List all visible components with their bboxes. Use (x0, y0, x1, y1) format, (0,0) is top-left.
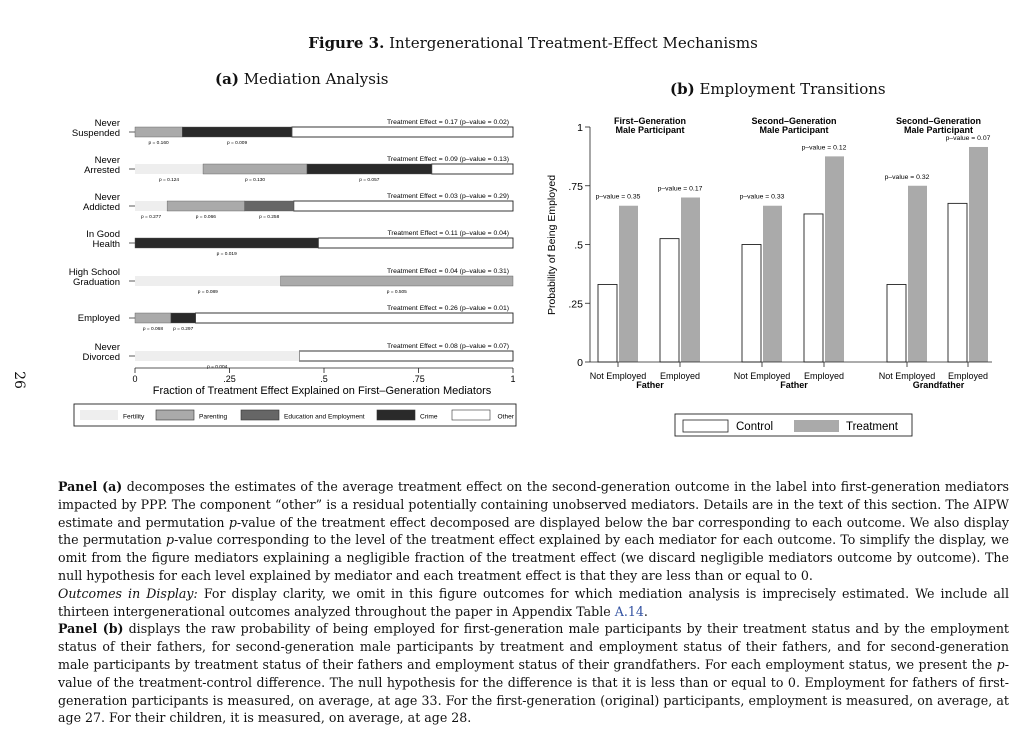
legend-swatch (377, 410, 415, 420)
row-label-line1: Never (94, 118, 120, 129)
panel-a-title-text: Mediation Analysis (243, 70, 389, 88)
bar-segment-parenting (167, 201, 244, 211)
employment-chart (540, 105, 1010, 440)
treatment-effect-label: Treatment Effect = 0.09 (p–value = 0.13) (386, 156, 509, 163)
caption-outcomes: Outcomes in Display: For display clarity, we omit in this figure outcomes for which mediation analysis is imprecisely estimated. We include all thirteen intergenerational outcomes analyzed throughout the paper in Appendix Table A.14. (58, 585, 1009, 619)
x-category-label: Employed (947, 371, 989, 381)
segment-p-value: p = 0.277 (140, 215, 162, 220)
segment-p-value: p = 0.160 (148, 141, 169, 146)
row-label-line2: Arrested (84, 165, 120, 176)
bar-control (948, 203, 967, 362)
row-label-line2: Divorced (82, 352, 120, 363)
page-number: 26 (10, 371, 27, 389)
legend-swatch (156, 410, 194, 420)
bar-segment-fertility (135, 164, 203, 174)
legend-label: Fertility (123, 413, 145, 421)
x-tick-label: .25 (223, 374, 236, 384)
p-value-label: p–value = 0.33 (739, 193, 785, 201)
y-tick-label: .75 (568, 180, 583, 193)
bar-segment-crime (182, 127, 292, 137)
segment-p-value: p = 0.066 (195, 215, 216, 220)
bar-segment-other (432, 164, 513, 174)
y-tick-label: .5 (574, 239, 583, 252)
x-tick-label: .5 (320, 374, 328, 384)
x-axis-label: Fraction of Treatment Effect Explained on First–Generation Mediators (152, 385, 492, 397)
x-category-label: Employed (803, 371, 845, 381)
figure-label: Figure 3. (308, 34, 385, 52)
bar-segment-other (195, 313, 513, 323)
bar-treatment (908, 186, 927, 362)
bar-segment-education-and-employment (245, 201, 294, 211)
segment-p-value: p = 0.505 (386, 290, 407, 295)
segment-p-value: p = 0.009 (226, 141, 248, 146)
legend-label: Crime (420, 413, 438, 421)
y-tick-label: .25 (568, 298, 583, 311)
legend-label-control: Control (736, 421, 774, 433)
panel-b-title-text: Employment Transitions (699, 80, 886, 98)
legend-label: Parenting (199, 413, 228, 421)
x-tick-label: .75 (412, 374, 425, 384)
segment-p-value: p = 0.297 (173, 327, 194, 332)
group-parent-label: Father (636, 380, 664, 390)
group-title-line1: Second–Generation (751, 116, 837, 126)
bar-control (887, 284, 906, 362)
legend-swatch-control (683, 420, 728, 432)
bar-segment-parenting (135, 313, 171, 323)
p-value-label: p–value = 0.07 (945, 134, 991, 142)
legend-swatch (452, 410, 490, 420)
figure-caption (58, 478, 1009, 727)
x-category-label: Not Employed (878, 371, 936, 381)
treatment-effect-label: Treatment Effect = 0.03 (p–value = 0.29) (386, 193, 509, 200)
y-axis-label: Probability of Being Employed (546, 174, 558, 316)
bar-control (804, 214, 823, 362)
bar-control (660, 239, 679, 362)
figure-title-text: Intergenerational Treatment-Effect Mechanisms (389, 34, 758, 52)
bar-segment-fertility (135, 351, 299, 361)
panel-a-label: (a) (215, 70, 239, 88)
segment-p-value: p = 0.130 (244, 178, 266, 183)
legend-swatch (80, 410, 118, 420)
bar-segment-other (292, 127, 513, 137)
mediation-chart (60, 105, 530, 435)
row-label-line2: Health (92, 239, 120, 250)
row-label-line1: Never (94, 155, 120, 166)
bar-treatment (619, 206, 638, 362)
row-label-line2: Addicted (83, 202, 120, 213)
panel-b-legend (675, 414, 912, 436)
panel-a-title (215, 70, 388, 88)
row-label-line2: Graduation (72, 277, 120, 288)
treatment-effect-label: Treatment Effect = 0.26 (p–value = 0.01) (386, 305, 509, 312)
bar-treatment (969, 147, 988, 362)
figure-title (0, 34, 1025, 52)
x-category-label: Employed (659, 371, 701, 381)
row-label-line1: Employed (77, 313, 120, 324)
panel-b-label: (b) (670, 80, 695, 98)
p-value-label: p–value = 0.12 (801, 144, 847, 152)
legend-label-treatment: Treatment (846, 421, 898, 433)
legend-swatch (241, 410, 279, 420)
x-category-label: Not Employed (589, 371, 647, 381)
bar-treatment (681, 198, 700, 363)
segment-p-value: p = 0.004 (207, 365, 228, 370)
panel-b-title (670, 80, 886, 98)
row-label-line1: High School (68, 267, 120, 278)
bar-segment-other (318, 238, 513, 248)
legend-label: Other (497, 413, 514, 421)
appendix-table-link[interactable]: A.14 (614, 603, 644, 619)
p-value-label: p–value = 0.35 (595, 193, 641, 201)
y-tick-label: 0 (577, 357, 583, 369)
bar-segment-crime (171, 313, 196, 323)
y-tick-label: 1 (577, 122, 583, 134)
panel-a-legend (74, 404, 516, 426)
bar-control (742, 245, 761, 363)
caption-panel-a: Panel (a) decomposes the estimates of the average treatment effect on the second-generation outcome in the label into first-generation mediators impacted by PPP. The component “other” is a residual potentially containing unobserved mediators. Details are in the text of this section. The AIPW estimate and permutation p-value of the treatment effect decomposed are displayed below the bar corresponding to each outcome. We also display the permutation p-value corresponding to the level of the treatment effect explained by each mediator for each outcome. To simplify the display, we omit from the figure mediators explaining a negligible fraction of the treatment effect (we discard negligible mediators outcome by outcome). The null hypothesis for each level explained by mediator and each treatment effect is that they are less than or equal to 0. (58, 479, 1009, 583)
segment-p-value: p = 0.124 (158, 178, 180, 183)
group-parent-label: Father (780, 380, 808, 390)
segment-p-value: p = 0.068 (142, 327, 164, 332)
bar-segment-parenting (135, 127, 182, 137)
treatment-effect-label: Treatment Effect = 0.08 (p–value = 0.07) (386, 343, 509, 350)
bar-segment-other (294, 201, 513, 211)
bar-treatment (825, 156, 844, 362)
bar-segment-crime (135, 238, 318, 248)
group-parent-label: Grandfather (912, 380, 965, 390)
row-label-line1: In Good (86, 229, 120, 240)
p-value-label: p–value = 0.17 (657, 185, 703, 193)
bar-segment-fertility (135, 201, 167, 211)
legend-swatch-treatment (794, 420, 839, 432)
group-title-line2: Male Participant (903, 125, 974, 135)
bar-segment-fertility (135, 276, 281, 286)
caption-panel-b: Panel (b) displays the raw probability of being employed for first-generation male participants by their treatment status and by the employment status of their fathers, for second-generation male participants by treatment and employment status of their fathers, and for second-generation male participants by treatment status of their fathers and employment status of their grandfathers. For each employment status, we present the p-value of the treatment-control difference. The null hypothesis for the difference is that it is less than or equal to 0. Employment for fathers of first-generation participants is measured, on average, at age 33. For the first-generation (original) participants, employment is measured, on average, at age 27. For their children, it is measured, on average, at age 28. (58, 621, 1009, 726)
segment-p-value: p = 0.057 (359, 178, 380, 183)
bar-treatment (763, 206, 782, 362)
treatment-effect-label: Treatment Effect = 0.17 (p–value = 0.02) (386, 119, 509, 126)
legend-label: Education and Employment (284, 413, 365, 421)
row-label-line1: Never (94, 192, 120, 203)
treatment-effect-label: Treatment Effect = 0.04 (p–value = 0.31) (386, 268, 509, 275)
bar-segment-other (299, 351, 513, 361)
row-label-line1: Never (94, 342, 120, 353)
bar-segment-parenting (281, 276, 513, 286)
p-value-label: p–value = 0.32 (884, 173, 930, 181)
group-title-line1: Second–Generation (895, 116, 982, 126)
segment-p-value: p = 0.019 (216, 252, 237, 257)
bar-segment-parenting (203, 164, 307, 174)
bar-control (598, 284, 617, 362)
segment-p-value: p = 0.258 (259, 215, 280, 220)
x-tick-label: 0 (132, 374, 138, 384)
bar-segment-crime (307, 164, 432, 174)
x-category-label: Not Employed (733, 371, 791, 381)
group-title-line2: Male Participant (615, 125, 685, 135)
group-title-line2: Male Participant (759, 125, 829, 135)
x-tick-label: 1 (510, 374, 516, 384)
row-label-line2: Suspended (71, 128, 120, 139)
treatment-effect-label: Treatment Effect = 0.11 (p–value = 0.04) (387, 230, 509, 237)
segment-p-value: p = 0.089 (197, 290, 218, 295)
group-title-line1: First–Generation (613, 116, 687, 126)
